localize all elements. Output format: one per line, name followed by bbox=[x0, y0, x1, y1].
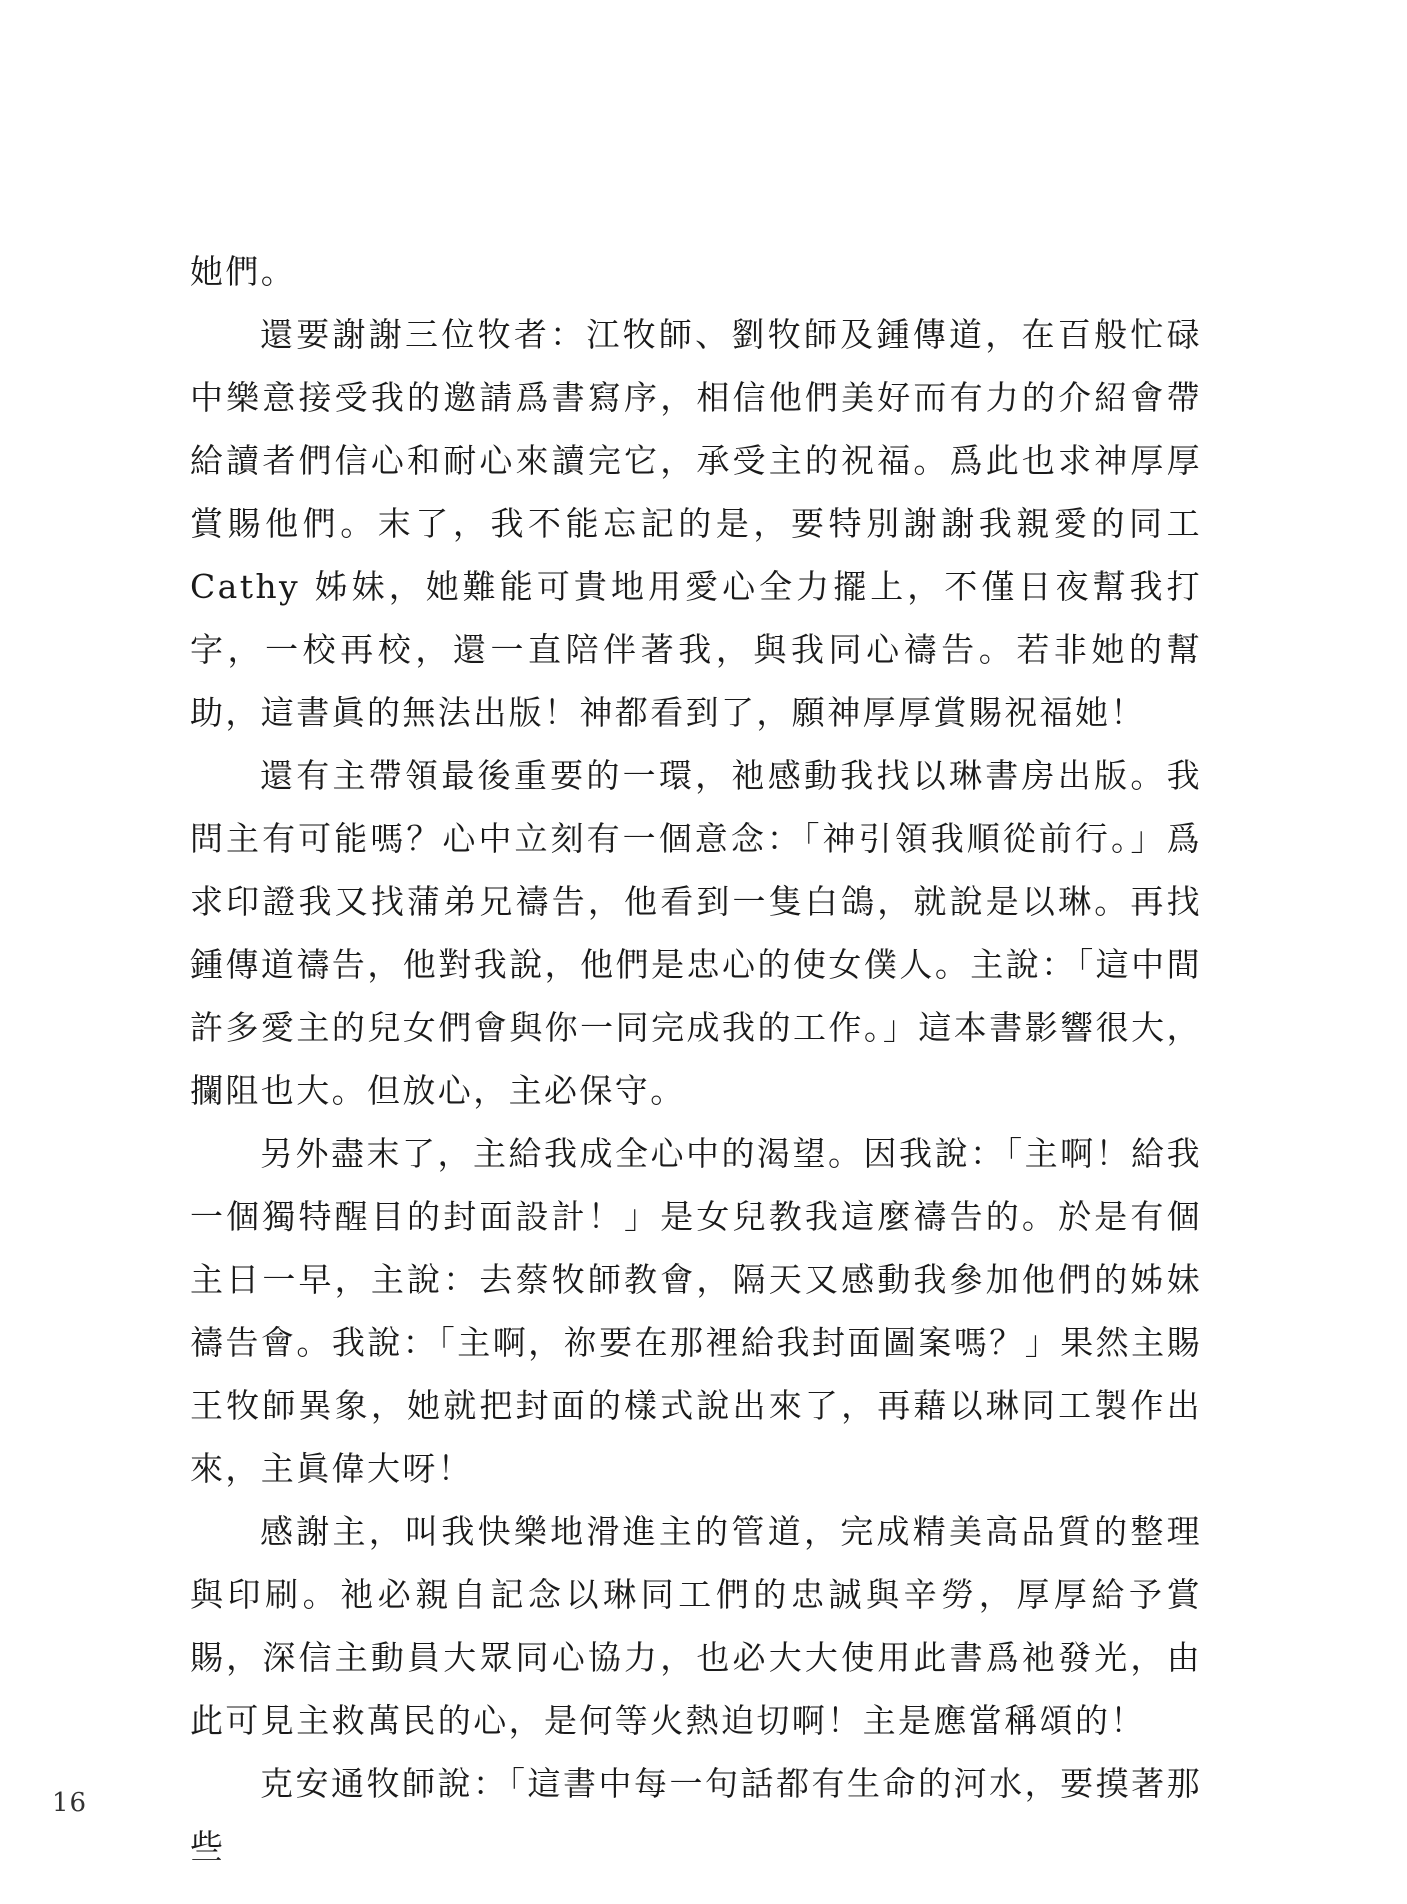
page-number: 16 bbox=[52, 1788, 88, 1818]
paragraph-cover-design: 另外盡末了，主給我成全心中的渴望。因我說：「主啊！給我一個獨特醒目的封面設計！」是女兒教我這麼禱告的。於是有個主日一早，主說：去蔡牧師教會，隔天又感動我參加他們的姊妹禱告會。我說：「主啊，祢要在那裡給我封面圖案嗎？」果然主賜王牧師異象，她就把封面的樣式說出來了，再藉以琳同工製作出來，主眞偉大呀！ bbox=[190, 1134, 1202, 1488]
paragraph-thanks-pastors: 還要謝謝三位牧者：江牧師、劉牧師及鍾傳道，在百般忙碌中樂意接受我的邀請爲書寫序，相信他們美好而有力的介紹會帶給讀者們信心和耐心來讀完它，承受主的祝福。爲此也求神厚厚賞賜他們。末了，我不能忘記的是，要特別謝謝我親愛的同工 Cathy 姊妹，她難能可貴地用愛心全力擺上，不僅日夜幫我打字，一校再校，還一直陪伴著我，與我同心禱告。若非她的幫助，這書眞的無法出版！神都看到了，願神厚厚賞賜祝福她！ bbox=[190, 315, 1202, 732]
body-text bbox=[190, 240, 1202, 1878]
paragraph-gratitude: 感謝主，叫我快樂地滑進主的管道，完成精美高品質的整理與印刷。祂必親自記念以琳同工們的忠誠與辛勞，厚厚給予賞賜，深信主動員大眾同心協力，也必大大使用此書爲祂發光，由此可見主救萬民的心，是何等火熱迫切啊！主是應當稱頌的！ bbox=[190, 1512, 1202, 1740]
paragraph-publisher: 還有主帶領最後重要的一環，祂感動我找以琳書房出版。我問主有可能嗎？心中立刻有一個意念：「神引領我順從前行。」爲求印證我又找蒲弟兄禱告，他看到一隻白鴿，就說是以琳。再找鍾傳道禱告，他對我說，他們是忠心的使女僕人。主說：「這中間許多愛主的兒女們會與你一同完成我的工作。」這本書影響很大，攔阻也大。但放心，主必保守。 bbox=[190, 756, 1202, 1110]
paragraph-continuation: 她們。 bbox=[190, 252, 297, 291]
paragraph-quote: 克安通牧師說：「這書中每一句話都有生命的河水，要摸著那些 bbox=[190, 1764, 1202, 1866]
